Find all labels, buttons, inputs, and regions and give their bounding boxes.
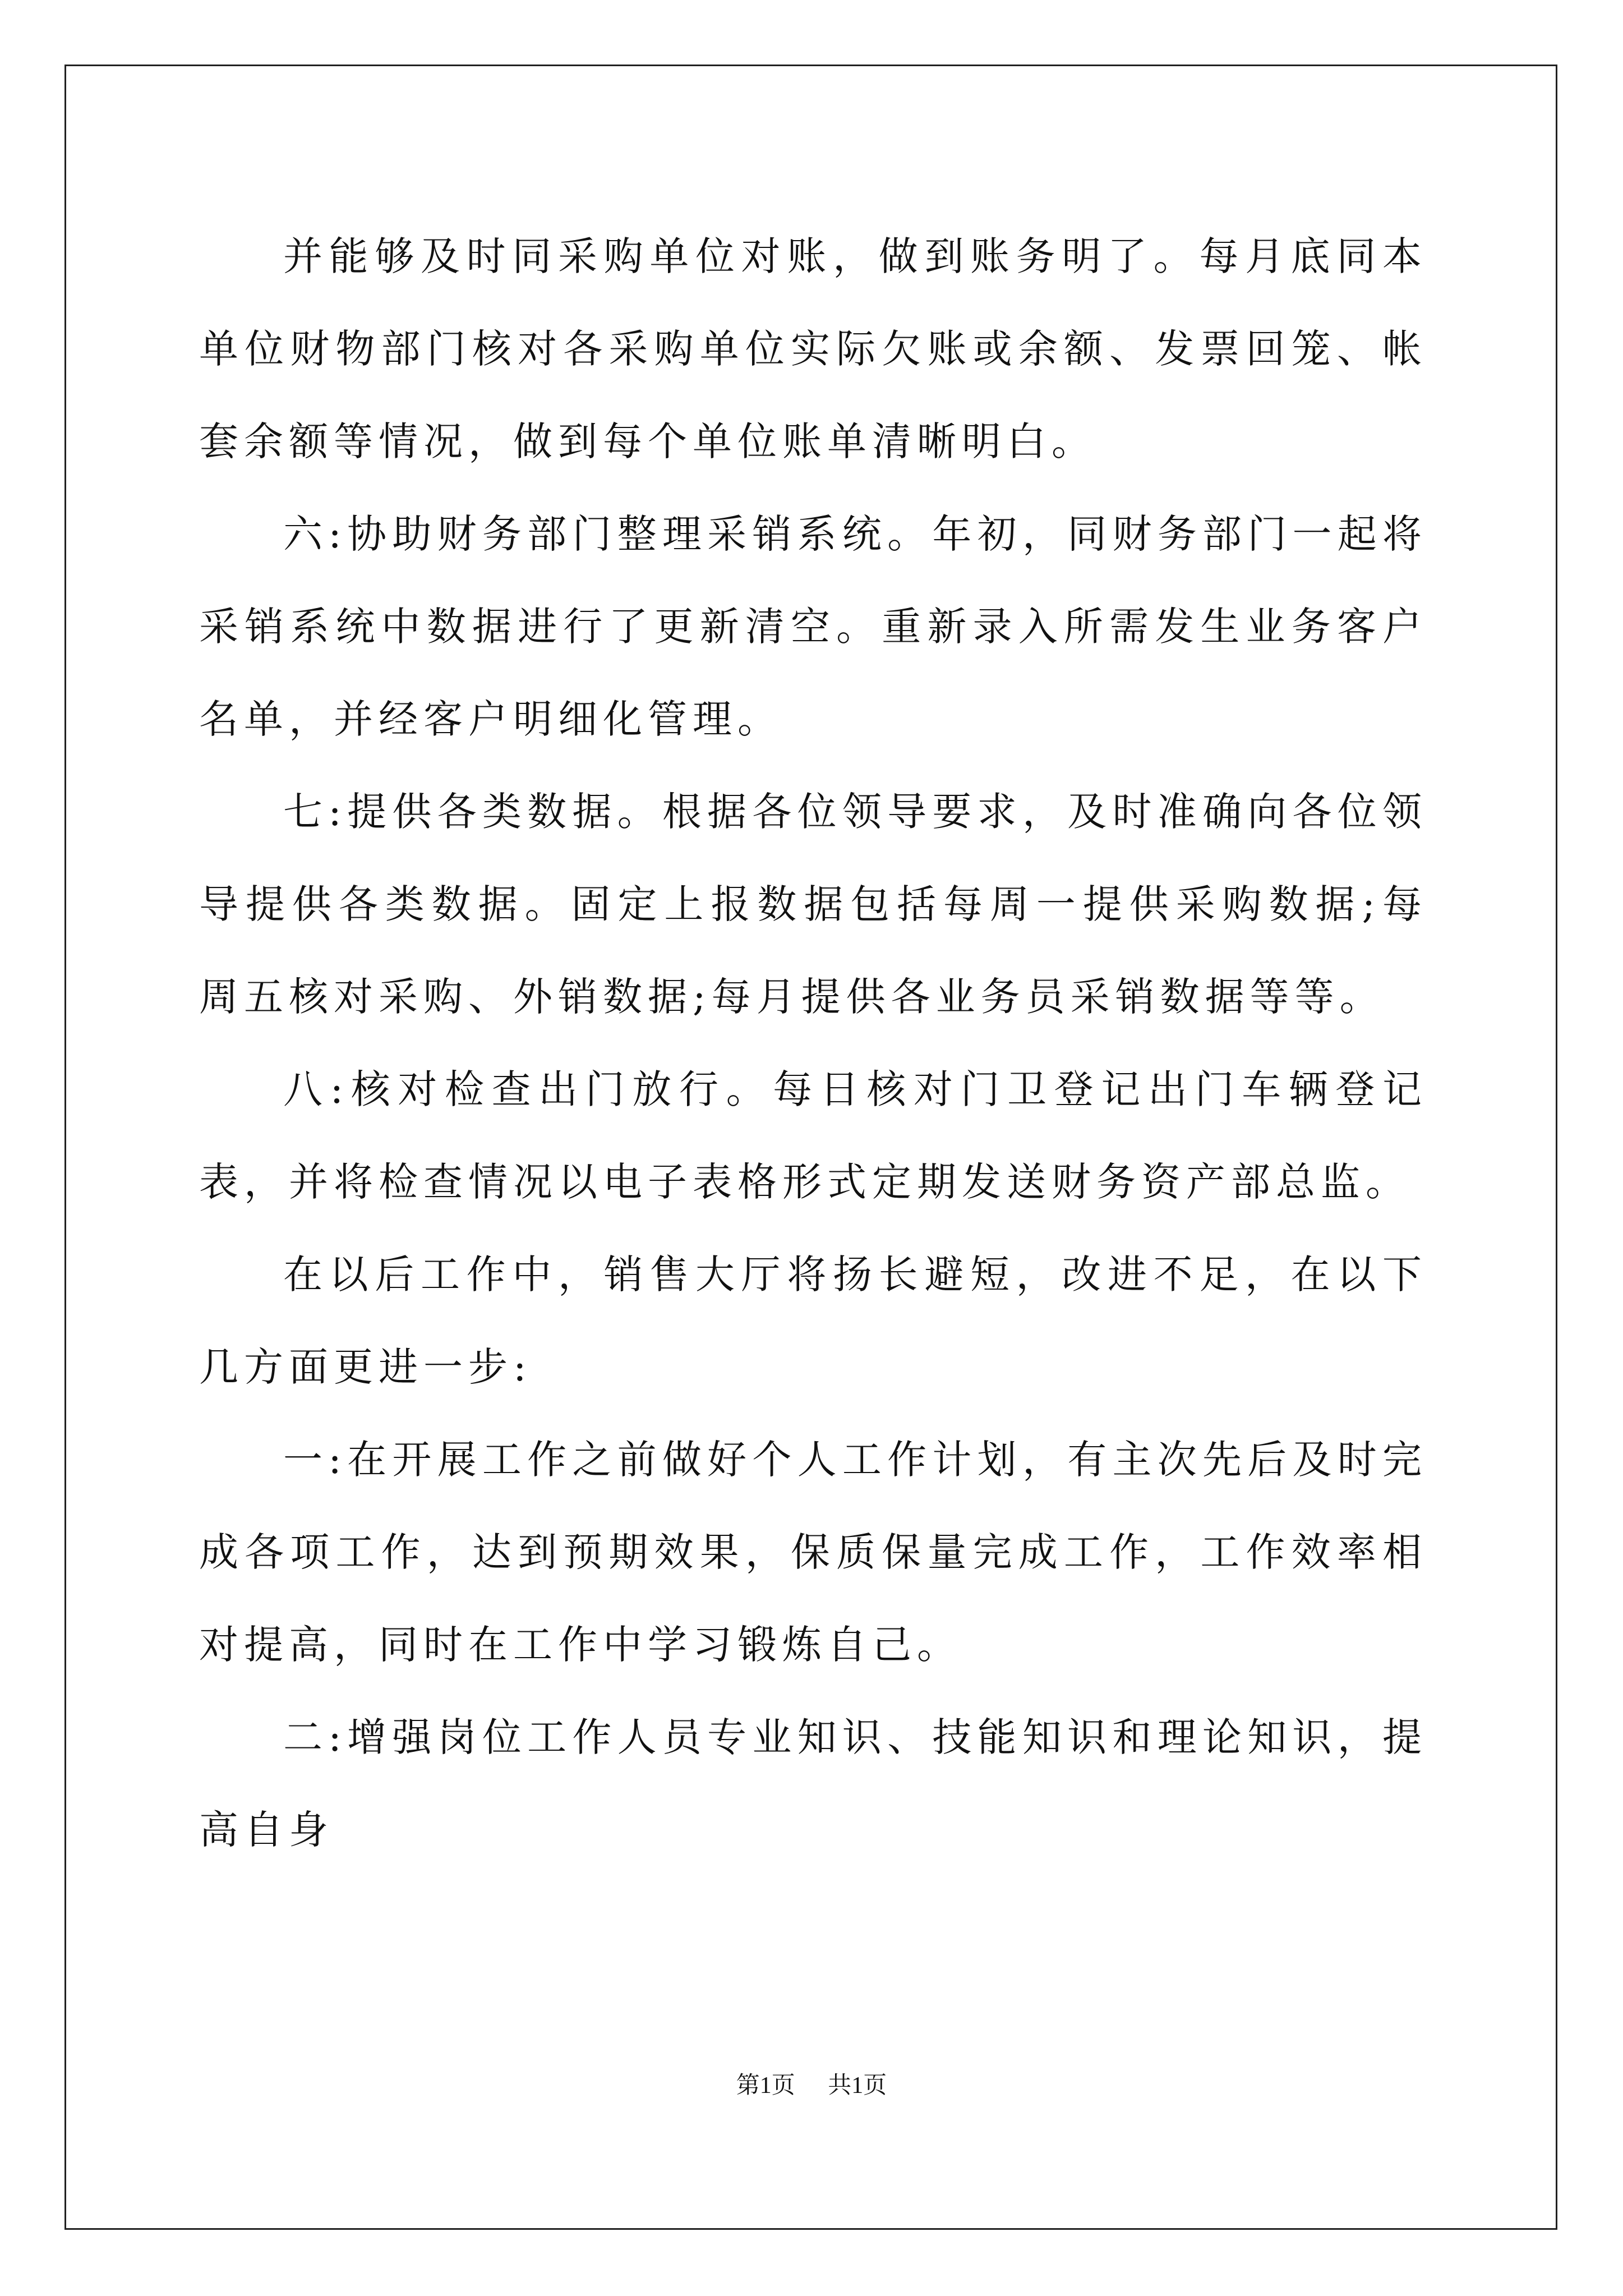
page-total: 共1页 xyxy=(828,2073,887,2099)
page-number: 第1页 xyxy=(736,2073,795,2099)
paragraph: 七:提供各类数据。根据各位领导要求，及时准确向各位领导提供各类数据。固定上报数据包括每周一提供采购数据;每周五核对采购、外销数据;每月提供各业务员采销数据等等。 xyxy=(199,789,1427,1020)
paragraph: 在以后工作中，销售大厅将扬长避短，改进不足，在以下几方面更进一步: xyxy=(199,1251,1427,1390)
paragraph: 六:协助财务部门整理采销系统。年初，同财务部门一起将采销系统中数据进行了更新清空。重新录入所需发生业务客户名单，并经客户明细化管理。 xyxy=(199,511,1427,742)
page-footer xyxy=(0,2069,1623,2102)
paragraph: 二:增强岗位工作人员专业知识、技能知识和理论知识，提高自身 xyxy=(199,1714,1427,1853)
paragraph: 并能够及时同采购单位对账，做到账务明了。每月底同本单位财物部门核对各采购单位实际欠账或余额、发票回笼、帐套余额等情况，做到每个单位账单清晰明白。 xyxy=(199,233,1427,464)
paragraph: 一:在开展工作之前做好个人工作计划，有主次先后及时完成各项工作，达到预期效果，保质保量完成工作，工作效率相对提高，同时在工作中学习锻炼自己。 xyxy=(199,1437,1427,1668)
paragraph: 八:核对检查出门放行。每日核对门卫登记出门车辆登记表，并将检查情况以电子表格形式定期发送财务资产部总监。 xyxy=(199,1066,1427,1205)
document-body xyxy=(199,210,1427,1876)
